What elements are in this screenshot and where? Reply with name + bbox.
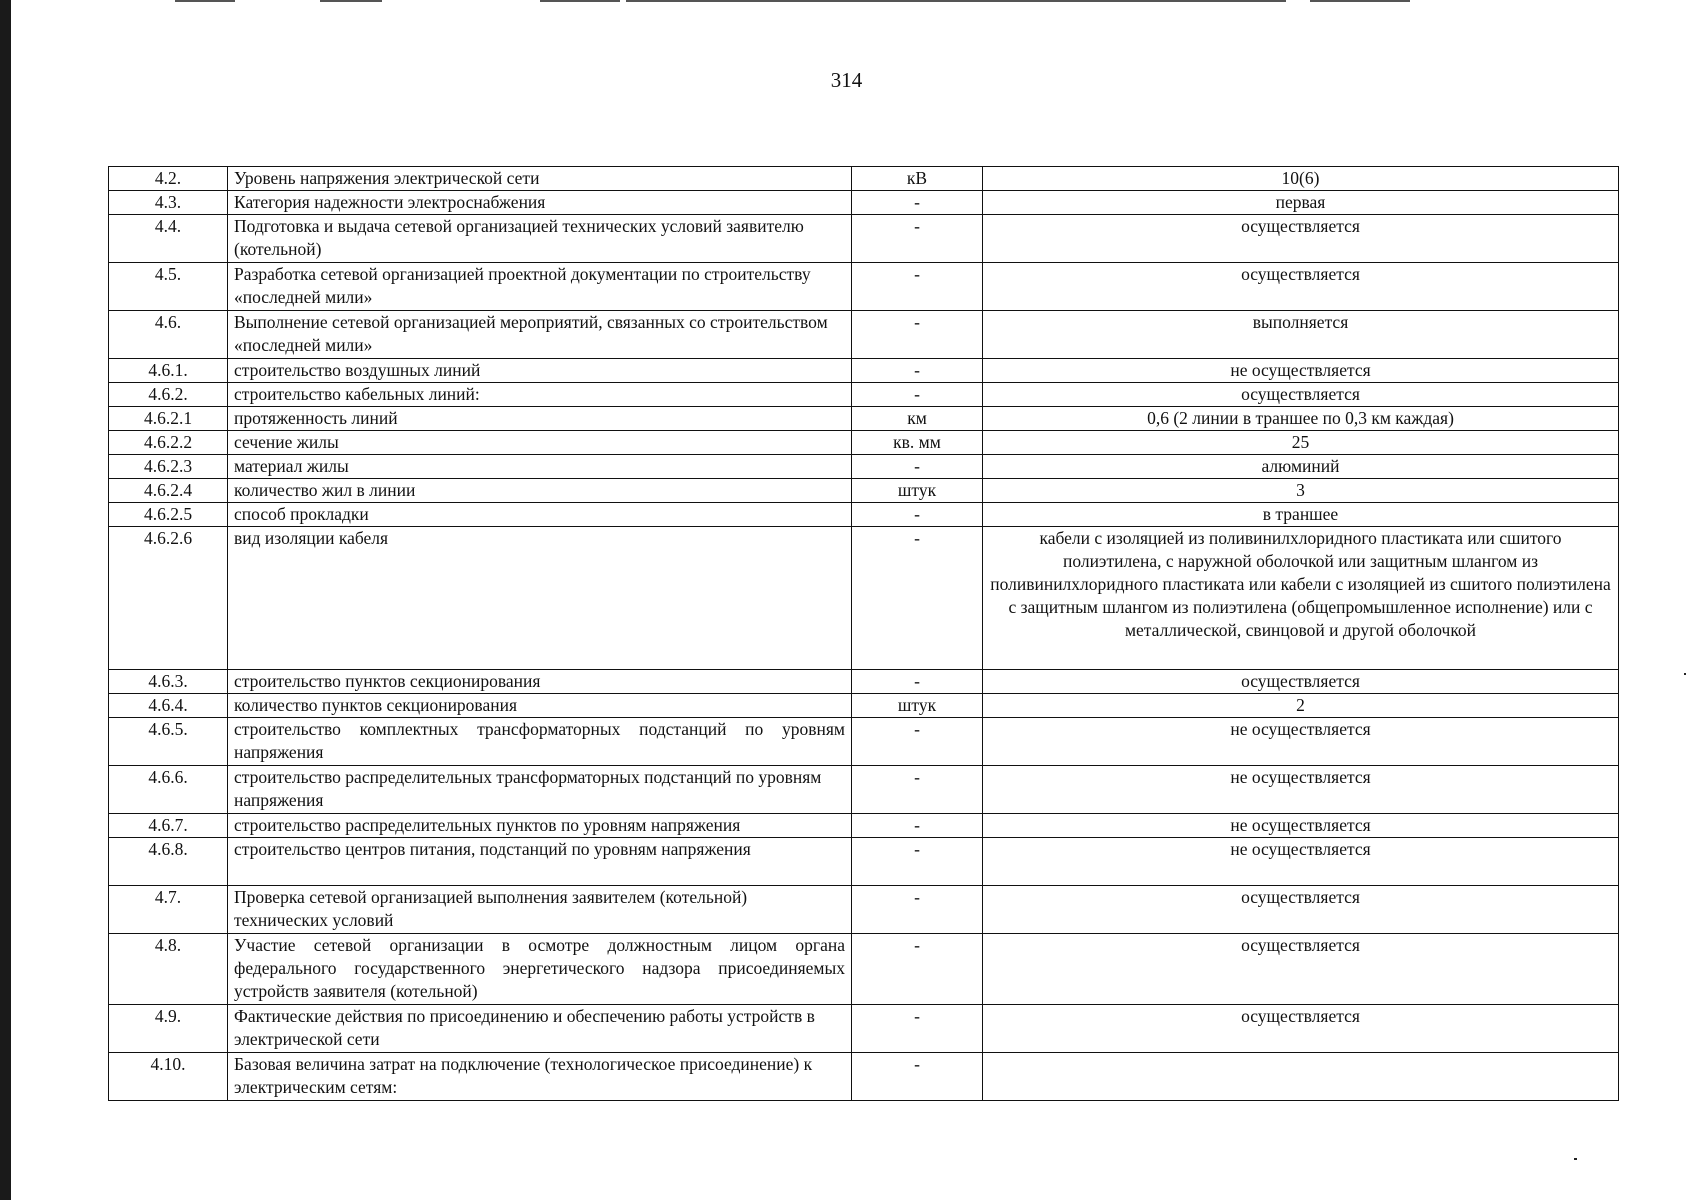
scan-artifact-line [1310, 0, 1410, 2]
table-row [109, 191, 1619, 215]
row-number: 4.6.5. [109, 718, 228, 766]
row-name: Уровень напряжения электрической сети [228, 167, 852, 191]
row-unit: - [852, 886, 983, 934]
row-number: 4.6.7. [109, 814, 228, 838]
table-row [109, 1005, 1619, 1053]
table-row [109, 694, 1619, 718]
scan-artifact-line [626, 0, 1286, 2]
row-name: Подготовка и выдача сетевой организацией технических условий заявителю (котельной) [228, 215, 852, 263]
row-value: осуществляется [983, 1005, 1619, 1053]
row-unit: кВ [852, 167, 983, 191]
row-value: первая [983, 191, 1619, 215]
row-value: 0,6 (2 линии в траншее по 0,3 км каждая) [983, 407, 1619, 431]
row-unit: - [852, 311, 983, 359]
row-number: 4.6.4. [109, 694, 228, 718]
row-unit: штук [852, 479, 983, 503]
row-name: способ прокладки [228, 503, 852, 527]
row-name: количество пунктов секционирования [228, 694, 852, 718]
row-number: 4.10. [109, 1053, 228, 1101]
row-unit: - [852, 191, 983, 215]
row-unit: штук [852, 694, 983, 718]
row-number: 4.5. [109, 263, 228, 311]
row-number: 4.6.2.2 [109, 431, 228, 455]
row-value: 25 [983, 431, 1619, 455]
row-number: 4.2. [109, 167, 228, 191]
row-value: не осуществляется [983, 359, 1619, 383]
row-number: 4.6.2. [109, 383, 228, 407]
row-number: 4.6.2.3 [109, 455, 228, 479]
row-value: не осуществляется [983, 838, 1619, 886]
scan-artifact-line [175, 0, 235, 2]
row-unit: кв. мм [852, 431, 983, 455]
row-unit: - [852, 934, 983, 1005]
row-name: Базовая величина затрат на подключение (технологическое присоединение) к электрическим сетям: [228, 1053, 852, 1101]
row-name: Категория надежности электроснабжения [228, 191, 852, 215]
row-unit: - [852, 527, 983, 670]
row-name: Проверка сетевой организацией выполнения заявителем (котельной) технических условий [228, 886, 852, 934]
row-value: осуществляется [983, 215, 1619, 263]
table-row [109, 455, 1619, 479]
table-row [109, 718, 1619, 766]
row-name: сечение жилы [228, 431, 852, 455]
row-number: 4.6.6. [109, 766, 228, 814]
row-name: Разработка сетевой организацией проектной документации по строительству «последней мили» [228, 263, 852, 311]
row-name: количество жил в линии [228, 479, 852, 503]
row-name: строительство воздушных линий [228, 359, 852, 383]
row-value: осуществляется [983, 934, 1619, 1005]
row-number: 4.9. [109, 1005, 228, 1053]
table-row [109, 431, 1619, 455]
row-number: 4.6.8. [109, 838, 228, 886]
row-unit: - [852, 814, 983, 838]
row-number: 4.6.2.6 [109, 527, 228, 670]
row-number: 4.6.3. [109, 670, 228, 694]
specification-table [108, 166, 1619, 1101]
row-unit: - [852, 838, 983, 886]
table-row [109, 479, 1619, 503]
scan-artifact-line [540, 0, 620, 2]
row-value: алюминий [983, 455, 1619, 479]
row-name: строительство пунктов секционирования [228, 670, 852, 694]
row-value: не осуществляется [983, 814, 1619, 838]
row-number: 4.4. [109, 215, 228, 263]
row-unit: - [852, 383, 983, 407]
row-value: 10(6) [983, 167, 1619, 191]
row-unit: - [852, 766, 983, 814]
table-row [109, 527, 1619, 670]
row-value: в траншее [983, 503, 1619, 527]
row-value: не осуществляется [983, 766, 1619, 814]
table-row [109, 1053, 1619, 1101]
row-value: 2 [983, 694, 1619, 718]
row-unit: - [852, 455, 983, 479]
row-name: строительство комплектных трансформаторных подстанций по уровням напряжения [228, 718, 852, 766]
row-unit: - [852, 263, 983, 311]
table-row [109, 311, 1619, 359]
table-row [109, 886, 1619, 934]
row-value: осуществляется [983, 886, 1619, 934]
table-row [109, 263, 1619, 311]
row-name: строительство центров питания, подстанций по уровням напряжения [228, 838, 852, 886]
row-value: осуществляется [983, 383, 1619, 407]
scan-speck [1684, 673, 1686, 675]
row-value: выполняется [983, 311, 1619, 359]
row-unit: - [852, 718, 983, 766]
table-row [109, 934, 1619, 1005]
row-number: 4.8. [109, 934, 228, 1005]
row-name: строительство распределительных пунктов по уровням напряжения [228, 814, 852, 838]
row-value: не осуществляется [983, 718, 1619, 766]
row-number: 4.6.1. [109, 359, 228, 383]
row-unit: км [852, 407, 983, 431]
row-number: 4.3. [109, 191, 228, 215]
table-row [109, 670, 1619, 694]
table-row [109, 407, 1619, 431]
row-value [983, 1053, 1619, 1101]
table-row [109, 814, 1619, 838]
table-row [109, 383, 1619, 407]
table-row [109, 215, 1619, 263]
row-name: Участие сетевой организации в осмотре должностным лицом органа федерального государственного энергетического надзора присоединяемых устройств заявителя (котельной) [228, 934, 852, 1005]
row-name: строительство кабельных линий: [228, 383, 852, 407]
row-value: кабели с изоляцией из поливинилхлоридного пластиката или сшитого полиэтилена, с наружной оболочкой или защитным шлангом из поливинилхлоридного пластиката или кабели с изоляцией из сшитого полиэтилена с защитным шлангом из полиэтилена (общепромышленное исполнение) или с металлической, свинцовой и другой оболочкой [983, 527, 1619, 670]
row-unit: - [852, 1053, 983, 1101]
row-value: 3 [983, 479, 1619, 503]
row-name: Выполнение сетевой организацией мероприятий, связанных со строительством «последней мили» [228, 311, 852, 359]
row-unit: - [852, 503, 983, 527]
scan-edge [0, 0, 11, 1200]
row-name: Фактические действия по присоединению и обеспечению работы устройств в электрической сети [228, 1005, 852, 1053]
row-number: 4.6.2.5 [109, 503, 228, 527]
table-row [109, 838, 1619, 886]
row-unit: - [852, 215, 983, 263]
table-row [109, 359, 1619, 383]
table-row [109, 503, 1619, 527]
table-row [109, 766, 1619, 814]
row-number: 4.6.2.1 [109, 407, 228, 431]
row-name: протяженность линий [228, 407, 852, 431]
row-name: вид изоляции кабеля [228, 527, 852, 670]
row-unit: - [852, 359, 983, 383]
scan-artifact-line [320, 0, 382, 2]
row-number: 4.6. [109, 311, 228, 359]
row-value: осуществляется [983, 670, 1619, 694]
table-row [109, 167, 1619, 191]
row-unit: - [852, 1005, 983, 1053]
row-name: материал жилы [228, 455, 852, 479]
row-unit: - [852, 670, 983, 694]
row-number: 4.6.2.4 [109, 479, 228, 503]
scan-speck [1574, 1158, 1577, 1160]
row-number: 4.7. [109, 886, 228, 934]
page-number: 314 [830, 68, 863, 92]
row-name: строительство распределительных трансформаторных подстанций по уровням напряжения [228, 766, 852, 814]
row-value: осуществляется [983, 263, 1619, 311]
